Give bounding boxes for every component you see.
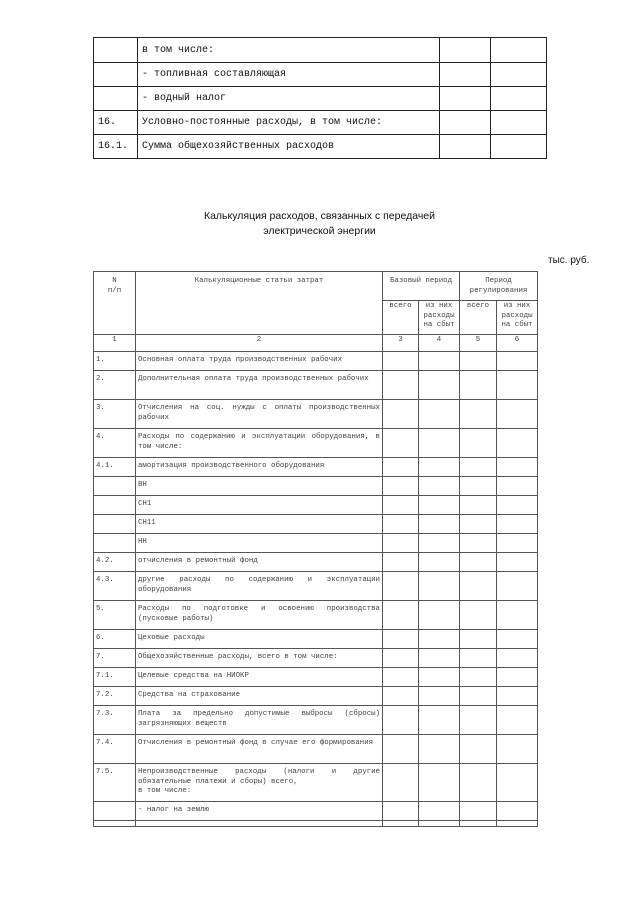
row-value-cell xyxy=(497,458,538,477)
top-row-number xyxy=(94,38,138,63)
top-table-row xyxy=(94,87,547,111)
row-value-cell xyxy=(497,572,538,601)
header-total: всего xyxy=(383,301,419,335)
header-items: Калькуляционные статьи затрат xyxy=(136,272,383,335)
row-value-cell xyxy=(460,429,497,458)
row-value-cell xyxy=(460,515,497,534)
row-number: 7.2. xyxy=(94,687,136,706)
table-row xyxy=(94,572,538,601)
row-value-cell xyxy=(460,496,497,515)
table-row xyxy=(94,429,538,458)
row-value-cell xyxy=(383,630,419,649)
row-value-cell xyxy=(497,371,538,400)
row-value-cell xyxy=(419,668,460,687)
row-value-cell xyxy=(419,496,460,515)
table-row xyxy=(94,706,538,735)
row-number: 7.3. xyxy=(94,706,136,735)
row-item: Средства на страхование xyxy=(136,687,383,706)
table-row xyxy=(94,668,538,687)
row-number xyxy=(94,802,136,821)
row-value-cell xyxy=(419,534,460,553)
table-row xyxy=(94,515,538,534)
top-row-text: - топливная составляющая xyxy=(138,63,440,87)
row-value-cell xyxy=(419,371,460,400)
row-value-cell xyxy=(460,553,497,572)
row-value-cell xyxy=(383,429,419,458)
row-number: 2. xyxy=(94,371,136,400)
row-value-cell xyxy=(460,371,497,400)
row-value-cell xyxy=(460,649,497,668)
top-row-value-2 xyxy=(491,38,547,63)
row-item: - налог на землю xyxy=(136,802,383,821)
row-item: Дополнительная оплата труда производственных рабочих xyxy=(136,371,383,400)
top-row-value-1 xyxy=(440,38,491,63)
row-value-cell xyxy=(497,630,538,649)
table-row xyxy=(94,649,538,668)
row-item: Цеховые расходы xyxy=(136,630,383,649)
row-value-cell xyxy=(460,821,497,827)
row-value-cell xyxy=(419,601,460,630)
row-number xyxy=(94,477,136,496)
top-row-value-2 xyxy=(491,135,547,159)
row-value-cell xyxy=(460,764,497,802)
header-num: N п/п xyxy=(94,272,136,335)
row-value-cell xyxy=(460,572,497,601)
row-value-cell xyxy=(383,764,419,802)
row-value-cell xyxy=(383,572,419,601)
column-number-row xyxy=(94,335,538,352)
row-value-cell xyxy=(419,802,460,821)
row-item: другие расходы по содержанию и эксплуатации оборудования xyxy=(136,572,383,601)
top-row-text: - водный налог xyxy=(138,87,440,111)
top-row-number xyxy=(94,87,138,111)
row-value-cell xyxy=(497,601,538,630)
row-value-cell xyxy=(419,630,460,649)
row-value-cell xyxy=(419,687,460,706)
table-row xyxy=(94,496,538,515)
row-value-cell xyxy=(383,400,419,429)
row-value-cell xyxy=(497,534,538,553)
column-number: 5 xyxy=(460,335,497,352)
row-value-cell xyxy=(497,802,538,821)
top-row-text: Сумма общехозяйственных расходов xyxy=(138,135,440,159)
row-value-cell xyxy=(497,649,538,668)
header-row-1 xyxy=(94,272,538,301)
row-value-cell xyxy=(497,735,538,764)
row-number: 7. xyxy=(94,649,136,668)
row-value-cell xyxy=(383,601,419,630)
top-row-number xyxy=(94,63,138,87)
row-value-cell xyxy=(460,477,497,496)
row-value-cell xyxy=(383,553,419,572)
table-row xyxy=(94,601,538,630)
top-row-value-1 xyxy=(440,135,491,159)
row-item xyxy=(136,821,383,827)
row-item: Расходы по содержанию и эксплуатации оборудования, в том числе: xyxy=(136,429,383,458)
top-row-value-2 xyxy=(491,63,547,87)
row-value-cell xyxy=(383,515,419,534)
column-number: 6 xyxy=(497,335,538,352)
row-value-cell xyxy=(460,802,497,821)
table-row xyxy=(94,400,538,429)
row-value-cell xyxy=(419,706,460,735)
caption-line-2: электрической энергии xyxy=(263,225,376,237)
row-number: 4.1. xyxy=(94,458,136,477)
top-table-row xyxy=(94,63,547,87)
table-row xyxy=(94,553,538,572)
table-row xyxy=(94,821,538,827)
row-value-cell xyxy=(497,477,538,496)
header-reg-period: Период регулирования xyxy=(460,272,538,301)
top-table xyxy=(93,37,547,159)
row-value-cell xyxy=(419,649,460,668)
row-number: 4.3. xyxy=(94,572,136,601)
row-value-cell xyxy=(383,352,419,371)
row-value-cell xyxy=(460,706,497,735)
row-value-cell xyxy=(460,534,497,553)
row-item: НН xyxy=(136,534,383,553)
row-value-cell xyxy=(419,429,460,458)
row-value-cell xyxy=(383,477,419,496)
row-value-cell xyxy=(460,601,497,630)
top-table-row xyxy=(94,135,547,159)
column-number: 3 xyxy=(383,335,419,352)
column-number: 1 xyxy=(94,335,136,352)
top-row-value-1 xyxy=(440,87,491,111)
header-total-2: всего xyxy=(460,301,497,335)
top-row-value-1 xyxy=(440,111,491,135)
row-number xyxy=(94,515,136,534)
row-number: 4.2. xyxy=(94,553,136,572)
top-row-text: Условно-постоянные расходы, в том числе: xyxy=(138,111,440,135)
top-table-row xyxy=(94,111,547,135)
row-number: 4. xyxy=(94,429,136,458)
row-item: амортизация производственного оборудования xyxy=(136,458,383,477)
row-item: Расходы по подготовке и освоению производства (пусковые работы) xyxy=(136,601,383,630)
top-row-number: 16. xyxy=(94,111,138,135)
row-value-cell xyxy=(383,668,419,687)
table-row xyxy=(94,534,538,553)
row-value-cell xyxy=(383,735,419,764)
row-value-cell xyxy=(460,400,497,429)
row-value-cell xyxy=(383,371,419,400)
row-value-cell xyxy=(497,496,538,515)
row-value-cell xyxy=(460,458,497,477)
row-value-cell xyxy=(419,553,460,572)
row-value-cell xyxy=(497,352,538,371)
row-value-cell xyxy=(460,630,497,649)
row-item: Основная оплата труда производственных рабочих xyxy=(136,352,383,371)
row-value-cell xyxy=(497,764,538,802)
row-value-cell xyxy=(419,764,460,802)
row-value-cell xyxy=(460,735,497,764)
row-value-cell xyxy=(419,477,460,496)
table-row xyxy=(94,735,538,764)
top-table-row xyxy=(94,38,547,63)
row-number: 1. xyxy=(94,352,136,371)
header-base-period: Базовый период xyxy=(383,272,460,301)
row-number xyxy=(94,821,136,827)
header-sales: из них расходы на сбыт xyxy=(419,301,460,335)
units-label: тыс. руб. xyxy=(548,255,590,266)
row-value-cell xyxy=(419,458,460,477)
row-item: Плата за предельно допустимые выбросы (сбросы) загрязняющих веществ xyxy=(136,706,383,735)
row-value-cell xyxy=(383,706,419,735)
column-number: 4 xyxy=(419,335,460,352)
top-row-number: 16.1. xyxy=(94,135,138,159)
row-value-cell xyxy=(419,400,460,429)
top-row-value-2 xyxy=(491,111,547,135)
row-item: Целевые средства на НИОКР xyxy=(136,668,383,687)
row-value-cell xyxy=(419,821,460,827)
top-row-text: в том числе: xyxy=(138,38,440,63)
table-row xyxy=(94,352,538,371)
row-value-cell xyxy=(383,496,419,515)
row-number xyxy=(94,534,136,553)
row-number xyxy=(94,496,136,515)
row-number: 6. xyxy=(94,630,136,649)
column-number: 2 xyxy=(136,335,383,352)
top-row-value-2 xyxy=(491,87,547,111)
row-value-cell xyxy=(497,515,538,534)
row-item: СН1 xyxy=(136,496,383,515)
row-item: отчисления в ремонтный фонд xyxy=(136,553,383,572)
table-row xyxy=(94,687,538,706)
row-value-cell xyxy=(383,458,419,477)
row-number: 3. xyxy=(94,400,136,429)
row-item: Общехозяйственные расходы, всего в том числе: xyxy=(136,649,383,668)
row-value-cell xyxy=(497,706,538,735)
row-value-cell xyxy=(497,553,538,572)
table-row xyxy=(94,764,538,802)
row-value-cell xyxy=(497,821,538,827)
top-row-value-1 xyxy=(440,63,491,87)
row-value-cell xyxy=(460,668,497,687)
row-value-cell xyxy=(497,429,538,458)
row-number: 5. xyxy=(94,601,136,630)
row-value-cell xyxy=(419,735,460,764)
row-value-cell xyxy=(419,352,460,371)
row-item: Отчисления на соц. нужды с оплаты производственных рабочих xyxy=(136,400,383,429)
row-value-cell xyxy=(419,572,460,601)
document-caption xyxy=(0,209,639,239)
row-item: Непроизводственные расходы (налоги и другие обязательные платежи и сборы) всего, в том числе: xyxy=(136,764,383,802)
row-value-cell xyxy=(419,515,460,534)
row-value-cell xyxy=(460,687,497,706)
row-number: 7.4. xyxy=(94,735,136,764)
row-value-cell xyxy=(383,649,419,668)
table-row xyxy=(94,371,538,400)
row-number: 7.5. xyxy=(94,764,136,802)
table-row xyxy=(94,477,538,496)
caption-line-1: Калькуляция расходов, связанных с передачей xyxy=(203,210,436,222)
row-value-cell xyxy=(383,821,419,827)
row-value-cell xyxy=(497,687,538,706)
cost-calculation-table xyxy=(93,271,538,827)
table-row xyxy=(94,458,538,477)
row-value-cell xyxy=(460,352,497,371)
table-row xyxy=(94,630,538,649)
row-value-cell xyxy=(497,400,538,429)
row-item: ВН xyxy=(136,477,383,496)
row-number: 7.1. xyxy=(94,668,136,687)
row-value-cell xyxy=(383,687,419,706)
row-item: СН11 xyxy=(136,515,383,534)
row-value-cell xyxy=(497,668,538,687)
table-row xyxy=(94,802,538,821)
row-item: Отчисления в ремонтный фонд в случае его формирования xyxy=(136,735,383,764)
row-value-cell xyxy=(383,534,419,553)
row-value-cell xyxy=(383,802,419,821)
header-sales-2: из них расходы на сбыт xyxy=(497,301,538,335)
